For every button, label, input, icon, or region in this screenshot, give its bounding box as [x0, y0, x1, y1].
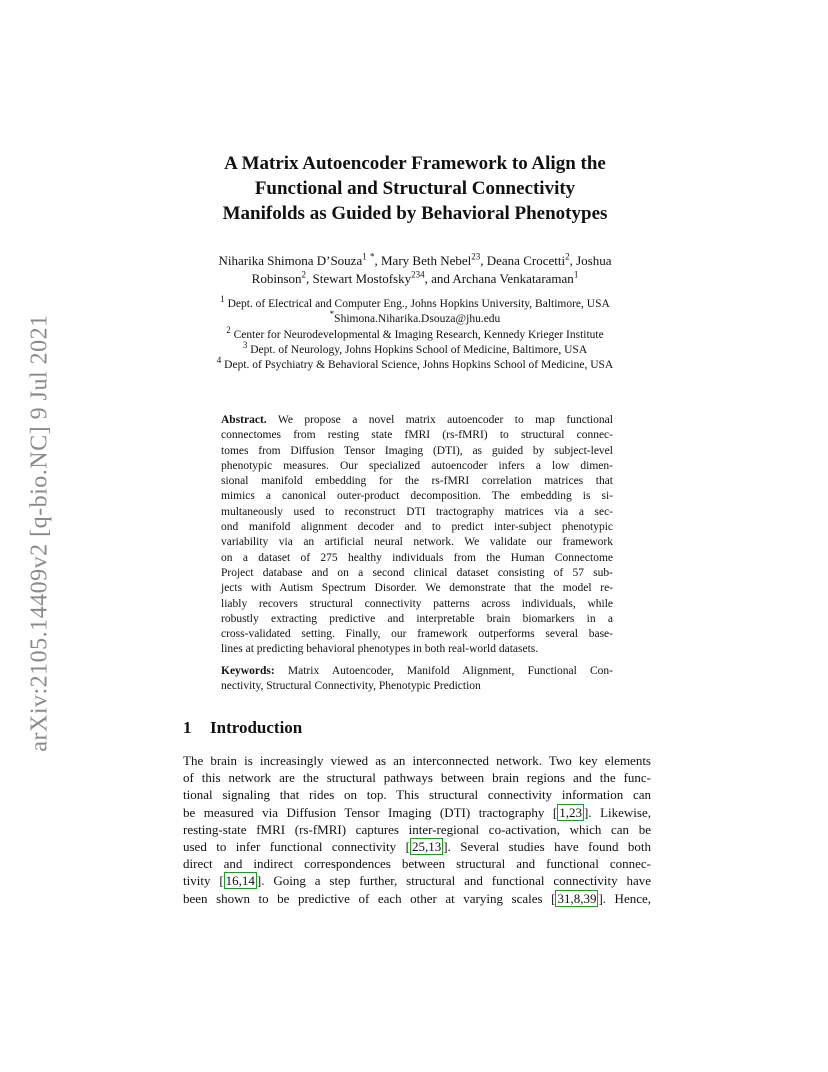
- abstract-line: robustly extracting predictive and interpretable brain biomarkers in a: [221, 612, 613, 625]
- author-name: Robinson: [251, 271, 302, 286]
- abstract-line: phenotypic measures. Our specialized autoencoder infers a low dimen-: [221, 459, 613, 472]
- author-affiliation-mark: 234: [411, 269, 425, 280]
- affiliation-number: 1: [220, 294, 225, 305]
- abstract-line: ond manifold alignment decoder and to predict inter-subject phenotypic: [221, 521, 613, 534]
- author-affiliation-mark: 2: [565, 251, 570, 262]
- abstract-line: Project database and on a second clinical dataset consisting of 57 sub-: [221, 566, 613, 579]
- affiliation-text: Center for Neurodevelopmental & Imaging Research, Kennedy Krieger Institute: [230, 328, 604, 341]
- abstract-line: tomes from Diffusion Tensor Imaging (DTI), as guided by subject-level: [221, 444, 613, 457]
- abstract-line: variability via an artificial neural network. We validate our framework: [221, 536, 613, 549]
- keywords-label: Keywords:: [221, 665, 275, 677]
- affiliation-number: 2: [226, 324, 231, 335]
- affiliation: [140, 355, 690, 373]
- arxiv-identifier-text: arXiv:2105.14409v2 [q-bio.NC] 9 Jul 2021: [26, 313, 53, 752]
- email-text[interactable]: Shimona.Niharika.Dsouza@jhu.edu: [334, 313, 501, 326]
- abstract-line: mimics a canonical outer-product decomposition. The embedding is si-: [221, 490, 613, 503]
- affiliation: [140, 324, 690, 343]
- affiliation: [140, 294, 690, 312]
- author-list: [160, 252, 670, 288]
- title-line: Manifolds as Guided by Behavioral Phenotypes: [222, 203, 608, 224]
- abstract-label: Abstract.: [221, 414, 267, 426]
- introduction-body: [183, 752, 651, 907]
- body-text: used to infer functional connectivity: [183, 838, 406, 854]
- citation-link[interactable]: 1,23: [559, 804, 582, 820]
- author-name: , Joshua: [569, 253, 612, 268]
- affiliation-number: 3: [242, 340, 248, 351]
- affiliation-list: [140, 294, 690, 373]
- paper-title: [150, 151, 680, 226]
- body-text: . Going a step further, structural and functional connectivity have: [261, 873, 651, 889]
- abstract-line: multaneously used to reconstruct DTI tractography matrices via a sec-: [221, 505, 613, 518]
- author-affiliation-mark: 1: [362, 251, 367, 262]
- body-line: used to infer functional connectivity [ 25,13 ]. Several studies have found both: [183, 838, 651, 854]
- affiliation-text: Dept. of Psychiatry & Behavioral Science, Johns Hopkins School of Medicine, USA: [221, 359, 614, 372]
- body-line: The brain is increasingly viewed as an interconnected network. Two key elements: [183, 753, 651, 768]
- keywords-text: Matrix Autoencoder, Manifold Alignment, Functional Con-: [274, 665, 613, 677]
- title-line: A Matrix Autoencoder Framework to Align the: [224, 153, 606, 174]
- abstract-line: lines at predicting behavioral phenotypes in both real-world datasets.: [221, 643, 539, 656]
- affiliation-number: 4: [216, 355, 222, 366]
- affiliation-text: Dept. of Electrical and Computer Eng., Johns Hopkins University, Baltimore, USA: [224, 298, 610, 310]
- author-affiliation-mark: 2: [301, 269, 307, 280]
- abstract: [221, 413, 613, 658]
- body-line: be measured via Diffusion Tensor Imaging (DTI) tractography [ 1,23 ]. Likewise,: [183, 804, 652, 820]
- citation-link[interactable]: 25,13: [411, 838, 442, 854]
- author-name: , Stewart Mostofsky: [306, 271, 412, 286]
- body-line: tional signaling that rides on top. This structural connectivity information can: [183, 787, 651, 803]
- body-line: direct and indirect correspondences between structural and functional connec-: [183, 856, 651, 872]
- body-line: resting-state fMRI (rs-fMRI) captures inter-regional co-activation, which can be: [183, 821, 651, 837]
- keywords: [221, 664, 613, 695]
- section-number: 1: [183, 718, 192, 737]
- author-name: , and Archana Venkataraman: [424, 271, 574, 286]
- email-mark: *: [329, 309, 335, 320]
- citation-link[interactable]: 31,8,39: [557, 890, 597, 906]
- abstract-line: [221, 413, 613, 428]
- body-line: of this network are the structural pathways between brain regions and the func-: [183, 770, 651, 786]
- keywords-line: [221, 664, 613, 679]
- body-text: be measured via Diffusion Tensor Imaging (DTI) tractography: [183, 804, 553, 820]
- section-title: Introduction: [210, 718, 303, 737]
- corresponding-email: [140, 309, 690, 327]
- abstract-line: cross-validated setting. Finally, our framework outperforms several base-: [221, 628, 613, 641]
- author-name: , Deana Crocetti: [480, 253, 566, 268]
- corresponding-author-mark: *: [369, 251, 375, 262]
- body-text: been shown to be predictive of each other at varying scales: [183, 890, 552, 906]
- abstract-line: on a dataset of 275 healthy individuals from the Human Connectome: [221, 551, 613, 564]
- arxiv-side-identifier: [10, 290, 70, 775]
- body-line: tivity [ 16,14 ]. Going a step further, structural and functional connectivity have: [183, 873, 651, 889]
- title-line: Functional and Structural Connectivity: [254, 178, 576, 199]
- author-name: , Mary Beth Nebel: [374, 253, 472, 268]
- abstract-line: liably recovers structural connectivity patterns across individuals, while: [221, 597, 613, 610]
- body-line: been shown to be predictive of each other at varying scales [ 31,8,39 ]. Hence,: [183, 890, 652, 906]
- section-heading: [183, 718, 302, 738]
- keywords-line: nectivity, Structural Connectivity, Phenotypic Prediction: [221, 680, 481, 693]
- author-affiliation-mark: 23: [471, 251, 481, 262]
- affiliation-text: Dept. of Neurology, Johns Hopkins School of Medicine, Baltimore, USA: [247, 343, 588, 356]
- body-text: . Several studies have found both: [447, 838, 651, 854]
- body-text: . Hence,: [602, 890, 652, 906]
- author-name: Niharika Shimona D’Souza: [218, 253, 363, 268]
- abstract-line: connectomes from resting state fMRI (rs-fMRI) to structural connec-: [221, 429, 613, 442]
- affiliation: [140, 340, 690, 358]
- citation-link[interactable]: 16,14: [225, 873, 255, 889]
- abstract-line: sional manifold embedding for the rs-fMRI correlation matrices that: [221, 475, 613, 488]
- body-text: . Likewise,: [588, 804, 652, 820]
- abstract-text: We propose a novel matrix autoencoder to map functional: [266, 414, 613, 426]
- author-affiliation-mark: 1: [573, 269, 579, 280]
- author-line: [160, 270, 670, 288]
- abstract-line: jects with Autism Spectrum Disorder. We demonstrate that the model re-: [221, 582, 613, 595]
- author-line: [160, 252, 670, 270]
- body-text: tivity: [183, 873, 220, 889]
